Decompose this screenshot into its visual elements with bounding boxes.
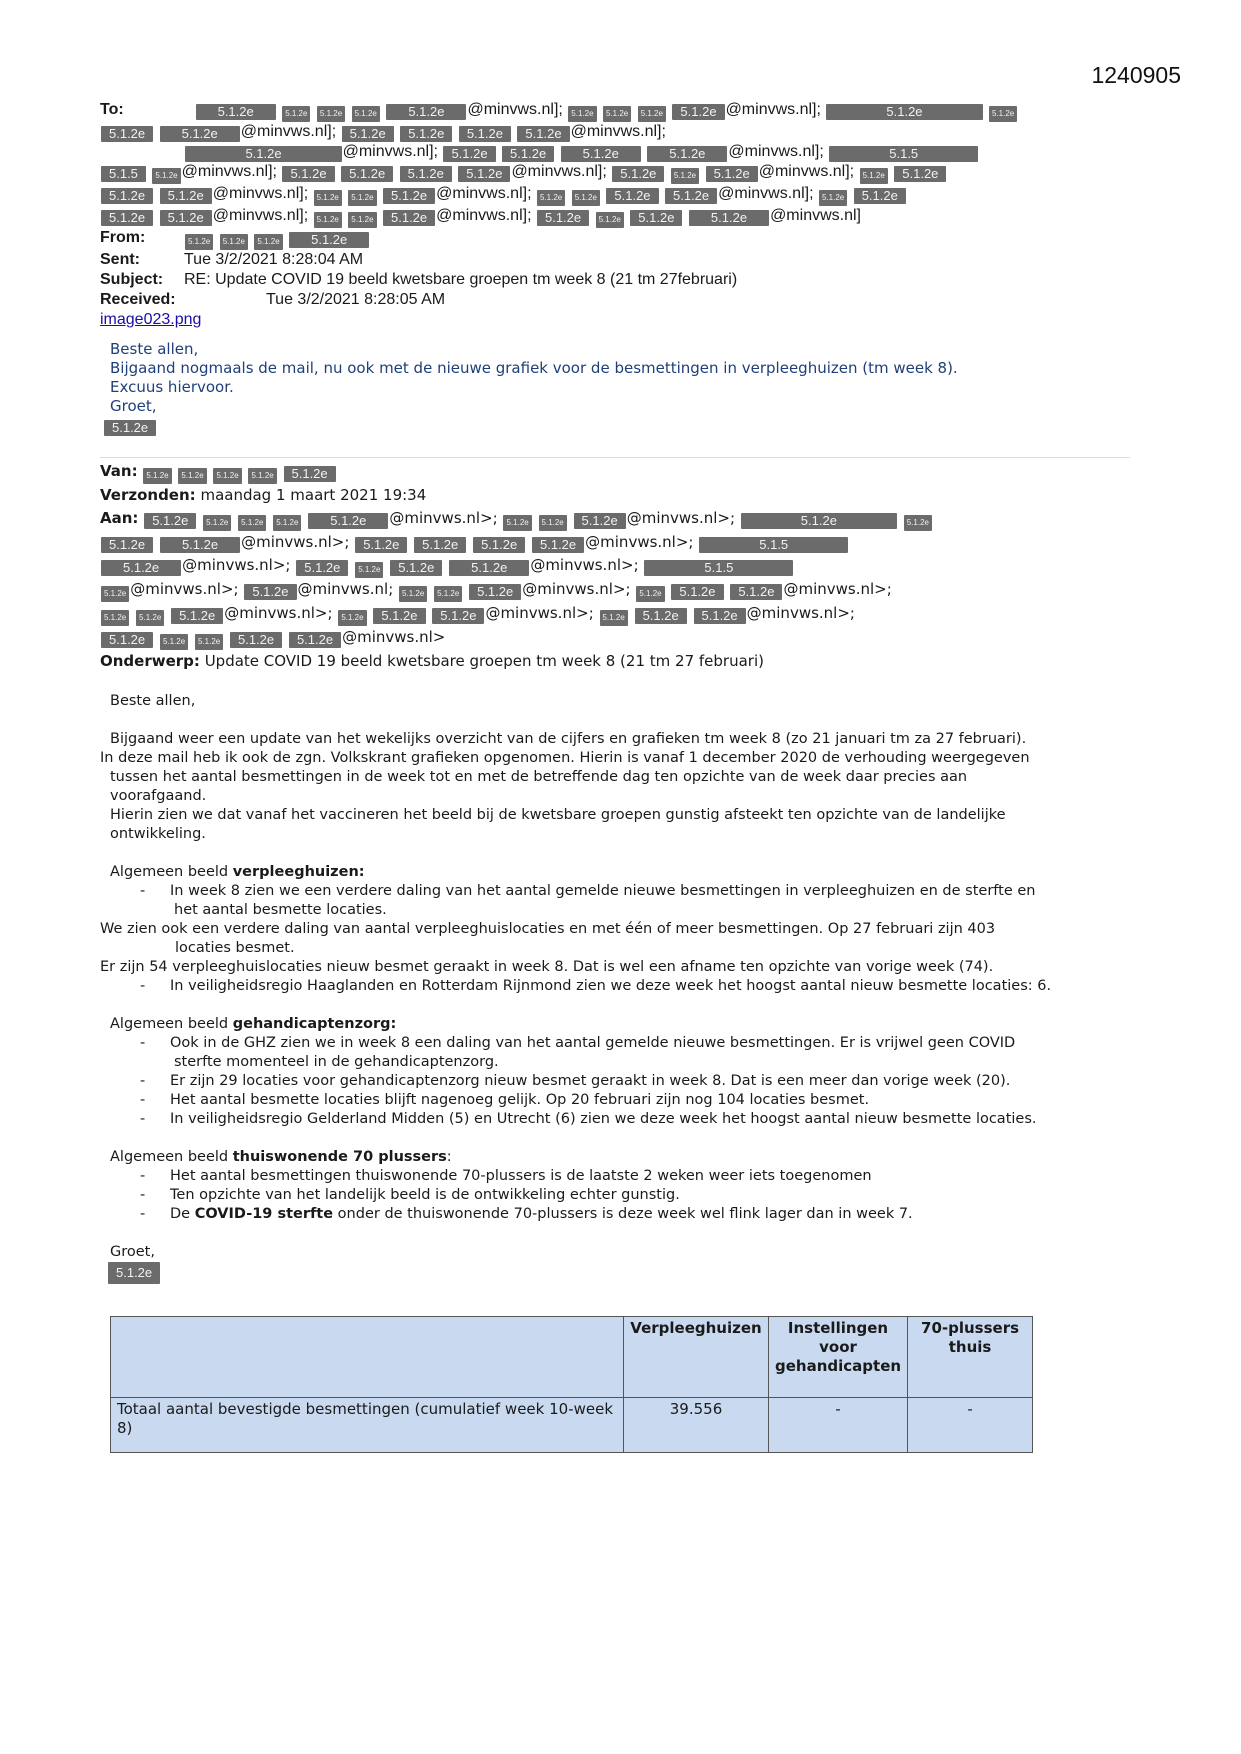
email-domain: @minvws.nl]; (212, 207, 309, 224)
aan-line-4 (100, 578, 1160, 602)
redaction: 5.1.2e (894, 166, 946, 182)
list-item (100, 1205, 1140, 1224)
redaction: 5.1.2e (672, 104, 724, 120)
redaction: 5.1.2e (342, 126, 394, 142)
sent-value: Tue 3/2/2021 8:28:04 AM (184, 251, 364, 268)
body-line: Bijgaand weer een update van het wekelijks overzicht van de cijfers en grafieken tm week 8 (zo 21 januari tm za 27 februari). (110, 731, 1027, 747)
redaction: 5.1.2e (282, 166, 334, 182)
bullet-dash: - (140, 1035, 146, 1051)
verzonden-value: maandag 1 maart 2021 19:34 (200, 486, 427, 504)
redaction: 5.1.2e (196, 104, 276, 120)
aan-line-1 (100, 507, 1160, 531)
redaction: 5.1.5 (829, 146, 978, 162)
redaction: 5.1.2e (238, 515, 266, 531)
email-domain: @minvws.nl]; (758, 163, 855, 180)
redaction: 5.1.2e (503, 515, 531, 531)
verzonden-row (100, 484, 1160, 507)
received-row (100, 290, 1150, 310)
body-greeting: Beste allen, (110, 693, 196, 709)
redaction: 5.1.2e (386, 104, 466, 120)
list-item-text: In week 8 zien we een verdere daling van het aantal gemelde nieuwe besmettingen in verpleeghuizen en de sterfte en (170, 883, 1036, 899)
body-line: We zien ook een verdere daling van aantal verpleeghuislocaties en met één of meer besmettingen. Op 27 februari zijn 403 (100, 921, 996, 937)
redaction: 5.1.2e (400, 126, 452, 142)
verzonden-label: Verzonden: (100, 486, 196, 504)
bullet-dash: - (140, 1092, 146, 1108)
email-domain: @minvws.nl>; (746, 604, 855, 622)
document-id: 1240905 (1091, 62, 1181, 88)
redaction: 5.1.2e (160, 210, 212, 226)
redaction: 5.1.2e (574, 513, 626, 529)
redaction: 5.1.2e (244, 584, 296, 600)
body-line: tussen het aantal besmettingen in de week tot en met de betreffende dag ten opzichte van de week daar precies aan (110, 769, 968, 785)
section-heading-bold: gehandicaptenzorg: (232, 1016, 397, 1032)
list-item (100, 1167, 1140, 1186)
redaction: 5.1.2e (314, 212, 342, 228)
email-domain: @minvws.nl>; (783, 580, 892, 598)
reply-line: Excuus hiervoor. (110, 378, 234, 396)
redaction: 5.1.2e (308, 513, 388, 529)
redaction: 5.1.2e (532, 537, 584, 553)
redaction: 5.1.2e (517, 126, 569, 142)
redaction: 5.1.2e (826, 104, 982, 120)
reply-message (110, 340, 958, 436)
redaction: 5.1.2e (289, 232, 369, 248)
redaction: 5.1.2e (203, 515, 231, 531)
table-header: Verpleeghuizen (624, 1317, 769, 1398)
email-domain: @minvws.nl>; (241, 533, 350, 551)
redaction: 5.1.2e (671, 584, 723, 600)
redaction: 5.1.5 (699, 537, 848, 553)
section-heading-bold: verpleeghuizen: (232, 864, 365, 880)
section-heading-prefix: Algemeen beeld (110, 1016, 233, 1032)
redaction: 5.1.2e (101, 610, 129, 626)
table-row (111, 1398, 1033, 1453)
redaction: 5.1.2e (355, 562, 383, 578)
redaction: 5.1.2e (741, 513, 897, 529)
list-item (100, 882, 1140, 920)
redaction: 5.1.2e (694, 608, 746, 624)
list-item-text: In veiligheidsregio Haaglanden en Rotterdam Rijnmond zien we deze week het hoogst aantal nieuw besmette locaties: 6. (170, 978, 1052, 994)
email-domain: @minvws.nl>; (389, 509, 498, 527)
redaction: 5.1.2e (989, 106, 1017, 122)
redaction: 5.1.2e (185, 146, 341, 162)
redaction: 5.1.2e (706, 166, 758, 182)
redaction: 5.1.2e (352, 106, 380, 122)
email-domain: @minvws.nl]; (240, 123, 337, 140)
list-item-text: Ten opzichte van het landelijk beeld is de ontwikkeling echter gunstig. (170, 1187, 680, 1203)
redaction: 5.1.2e (400, 166, 452, 182)
redaction: 5.1.2e (537, 210, 589, 226)
email-domain: @minvws.nl>; (522, 580, 631, 598)
summary-table (110, 1316, 1033, 1453)
redaction: 5.1.2e (101, 586, 129, 602)
redaction: 5.1.2e (603, 106, 631, 122)
email-domain: @minvws.nl>; (182, 556, 291, 574)
redaction: 5.1.2e (469, 584, 521, 600)
divider (100, 457, 1130, 458)
redaction: 5.1.2e (572, 190, 600, 206)
redaction: 5.1.2e (101, 560, 181, 576)
email-domain: @minvws.nl>; (485, 604, 594, 622)
email-domain: @minvws.nl]; (511, 163, 607, 180)
list-item-text: onder de thuiswonende 70-plussers is deze week wel flink lager dan in week 7. (333, 1206, 913, 1222)
bullet-dash: - (140, 1073, 146, 1089)
table-header-row (111, 1317, 1033, 1398)
body-closing: Groet, (110, 1244, 155, 1260)
redaction: 5.1.2e (101, 188, 153, 204)
redaction: 5.1.2e (213, 468, 241, 484)
redaction: 5.1.2e (730, 584, 782, 600)
subject-value: RE: Update COVID 19 beeld kwetsbare groepen tm week 8 (21 tm 27februari) (184, 271, 738, 288)
section-heading (110, 1015, 1140, 1034)
redaction: 5.1.2e (636, 586, 664, 602)
email-domain: @minvws.nl]; (728, 143, 824, 160)
email-domain: @minvws.nl]; (718, 185, 814, 202)
email-domain: @minvws.nl]; (436, 185, 532, 202)
redaction: 5.1.2e (459, 126, 511, 142)
redaction: 5.1.2e (160, 126, 240, 142)
redaction: 5.1.2e (284, 466, 336, 482)
table-cell: - (908, 1398, 1033, 1453)
redaction: 5.1.2e (671, 168, 699, 184)
section-heading (110, 1148, 1140, 1167)
van-row (100, 460, 1160, 484)
list-item-text: Ook in de GHZ zien we in week 8 een daling van het aantal gemelde nieuwe besmettingen. Er is vrijwel geen COVID (170, 1035, 1016, 1051)
email-domain: @minvws.nl]; (467, 101, 563, 118)
section-heading-bold: thuiswonende 70 plussers (232, 1149, 447, 1165)
bullet-list (100, 1034, 1140, 1129)
redaction: 5.1.2e (665, 188, 717, 204)
email-domain: @minvws.nl]; (212, 185, 309, 202)
redaction: 5.1.2e (348, 212, 376, 228)
table-header: 70-plussers thuis (908, 1317, 1033, 1398)
redaction: 5.1.2e (296, 560, 348, 576)
section-heading (110, 863, 1140, 882)
aan-line-2 (100, 531, 1160, 554)
redaction: 5.1.2e (104, 420, 156, 436)
table-header (111, 1317, 624, 1398)
redaction: 5.1.2e (355, 537, 407, 553)
redaction: 5.1.2e (473, 537, 525, 553)
bullet-list (100, 977, 1140, 996)
list-item-text: sterfte momenteel in de gehandicaptenzorg. (174, 1054, 499, 1070)
redaction: 5.1.2e (904, 515, 932, 531)
list-item-text: Er zijn 29 locaties voor gehandicaptenzorg nieuw besmet geraakt in week 8. Dat is een meer dan vorige week (20). (170, 1073, 1011, 1089)
redaction: 5.1.2e (108, 1262, 160, 1284)
redaction: 5.1.2e (282, 106, 310, 122)
redaction: 5.1.2e (273, 515, 301, 531)
reply-closing: Groet, (110, 397, 157, 415)
from-label: From: (100, 229, 146, 246)
email-domain: @minvws.nl]; (181, 163, 277, 180)
redaction: 5.1.2e (647, 146, 727, 162)
bullet-list (100, 882, 1140, 920)
body-line: In deze mail heb ik ook de zgn. Volkskrant grafieken opgenomen. Hierin is vanaf 1 december 2020 de verhouding weergegeven (100, 750, 1030, 766)
redaction: 5.1.2e (854, 188, 906, 204)
list-item (100, 1091, 1140, 1110)
attachment-link[interactable]: image023.png (100, 311, 202, 328)
section-heading-colon: : (446, 1149, 452, 1165)
onderwerp-row (100, 650, 1160, 673)
body-line: ontwikkeling. (110, 826, 206, 842)
redaction: 5.1.2e (314, 190, 342, 206)
message-body (100, 692, 1140, 1284)
email-domain: @minvws.nl]; (570, 123, 666, 140)
bullet-dash: - (140, 1111, 146, 1127)
reply-line: Bijgaand nogmaals de mail, nu ook met de nieuwe grafiek voor de besmettingen in verpleeghuizen (tm week 8). (110, 359, 958, 377)
list-item-text: De (170, 1206, 195, 1222)
body-line: Er zijn 54 verpleeghuislocaties nieuw besmet geraakt in week 8. Dat is wel een afname ten opzichte van vorige week (74). (100, 959, 994, 975)
redaction: 5.1.2e (432, 608, 484, 624)
list-item-text: Het aantal besmette locaties blijft nagenoeg gelijk. Op 20 februari zijn nog 104 locaties besmet. (170, 1092, 870, 1108)
redaction: 5.1.2e (152, 168, 180, 184)
table-cell: 39.556 (624, 1398, 769, 1453)
list-item-text: het aantal besmette locaties. (174, 902, 387, 918)
redaction: 5.1.2e (638, 106, 666, 122)
redaction: 5.1.2e (254, 234, 282, 250)
redaction: 5.1.2e (230, 632, 282, 648)
to-label: To: (100, 101, 124, 118)
redaction: 5.1.2e (434, 586, 462, 602)
body-line: locaties besmet. (175, 940, 295, 956)
redaction: 5.1.2e (101, 537, 153, 553)
redaction: 5.1.2e (502, 146, 554, 162)
redaction: 5.1.2e (143, 468, 171, 484)
list-item (100, 1110, 1140, 1129)
subject-row (100, 270, 1150, 290)
redaction: 5.1.2e (561, 146, 641, 162)
email-domain: @minvws.nl] (770, 207, 861, 224)
list-item-text: Het aantal besmettingen thuiswonende 70-plussers is de laatste 2 weken weer iets toegenomen (170, 1168, 872, 1184)
section-heading-prefix: Algemeen beeld (110, 864, 233, 880)
to-line-2 (100, 122, 1150, 142)
redaction: 5.1.2e (178, 468, 206, 484)
body-line: Hierin zien we dat vanaf het vaccineren het beeld bij de kwetsbare groepen gunstig afsteekt ten opzichte van de landelijke (110, 807, 1006, 823)
email-domain: @minvws.nl>; (130, 580, 239, 598)
redaction: 5.1.2e (414, 537, 466, 553)
sent-label: Sent: (100, 251, 140, 268)
redaction: 5.1.2e (390, 560, 442, 576)
from-row (100, 228, 1150, 250)
redaction: 5.1.2e (101, 126, 153, 142)
van-label: Van: (100, 462, 138, 480)
to-line-4 (100, 162, 1150, 184)
redaction: 5.1.2e (220, 234, 248, 250)
redaction: 5.1.2e (539, 515, 567, 531)
redaction: 5.1.2e (289, 632, 341, 648)
redaction: 5.1.2e (101, 210, 153, 226)
onderwerp-label: Onderwerp: (100, 652, 200, 670)
redaction: 5.1.2e (317, 106, 345, 122)
list-item-bold: COVID-19 sterfte (194, 1206, 334, 1222)
email-domain: @minvws.nl>; (530, 556, 639, 574)
redaction: 5.1.2e (136, 610, 164, 626)
redaction: 5.1.2e (160, 188, 212, 204)
received-label: Received: (100, 291, 176, 308)
table-cell: - (769, 1398, 908, 1453)
redaction: 5.1.2e (458, 166, 510, 182)
redaction: 5.1.2e (399, 586, 427, 602)
to-line-5 (100, 184, 1150, 206)
redaction: 5.1.2e (171, 608, 223, 624)
redaction: 5.1.2e (185, 234, 213, 250)
aan-line-6 (100, 626, 1160, 650)
bullet-dash: - (140, 1168, 146, 1184)
email-header (100, 100, 1150, 330)
redaction: 5.1.2e (568, 106, 596, 122)
redaction: 5.1.2e (160, 537, 240, 553)
redaction: 5.1.2e (635, 608, 687, 624)
email-domain: @minvws.nl; (297, 580, 394, 598)
reply-greeting: Beste allen, (110, 340, 199, 358)
email-domain: @minvws.nl>; (626, 509, 736, 527)
redaction: 5.1.2e (248, 468, 276, 484)
redaction: 5.1.2e (600, 610, 628, 626)
email-domain: @minvws.nl> (342, 628, 446, 646)
section-heading-prefix: Algemeen beeld (110, 1149, 233, 1165)
email-domain: @minvws.nl>; (224, 604, 333, 622)
redaction: 5.1.2e (537, 190, 565, 206)
redaction: 5.1.2e (689, 210, 769, 226)
aan-label: Aan: (100, 509, 139, 527)
sent-row (100, 250, 1150, 270)
to-line-1 (100, 100, 1150, 122)
bullet-dash: - (140, 1206, 146, 1222)
forwarded-header (100, 460, 1160, 673)
bullet-dash: - (140, 1187, 146, 1203)
redaction: 5.1.2e (443, 146, 495, 162)
redaction: 5.1.2e (338, 610, 366, 626)
to-line-3 (100, 142, 1150, 162)
redaction: 5.1.2e (348, 190, 376, 206)
aan-line-3 (100, 554, 1160, 578)
email-domain: @minvws.nl]; (342, 143, 438, 160)
email-domain: @minvws.nl]; (725, 101, 821, 118)
redaction: 5.1.2e (373, 608, 425, 624)
onderwerp-value: Update COVID 19 beeld kwetsbare groepen tm week 8 (21 tm 27 februari) (204, 652, 764, 670)
redaction: 5.1.2e (819, 190, 847, 206)
redaction: 5.1.2e (383, 210, 435, 226)
redaction: 5.1.5 (644, 560, 793, 576)
bullet-dash: - (140, 883, 146, 899)
redaction: 5.1.2e (612, 166, 664, 182)
list-item (100, 977, 1140, 996)
subject-label: Subject: (100, 271, 164, 288)
email-domain: @minvws.nl>; (585, 533, 694, 551)
table-cell: Totaal aantal bevestigde besmettingen (cumulatief week 10-week 8) (111, 1398, 624, 1453)
list-item-text: In veiligheidsregio Gelderland Midden (5) en Utrecht (6) zien we deze week het hoogst aantal nieuw besmette locaties. (170, 1111, 1037, 1127)
redaction: 5.1.2e (630, 210, 682, 226)
redaction: 5.1.2e (195, 634, 223, 650)
redaction: 5.1.2e (144, 513, 196, 529)
list-item (100, 1072, 1140, 1091)
redaction: 5.1.2e (101, 632, 153, 648)
redaction: 5.1.5 (101, 166, 146, 182)
body-line: voorafgaand. (110, 788, 207, 804)
received-value: Tue 3/2/2021 8:28:05 AM (266, 291, 446, 308)
list-item (100, 1186, 1140, 1205)
to-line-6 (100, 206, 1150, 228)
redaction: 5.1.2e (341, 166, 393, 182)
aan-line-5 (100, 602, 1160, 626)
redaction: 5.1.2e (160, 634, 188, 650)
redaction: 5.1.2e (606, 188, 658, 204)
table-header: Instellingen voor gehandicapten (769, 1317, 908, 1398)
list-item (100, 1034, 1140, 1072)
redaction: 5.1.2e (596, 212, 624, 228)
redaction: 5.1.2e (449, 560, 529, 576)
bullet-list (100, 1167, 1140, 1224)
email-domain: @minvws.nl]; (436, 207, 532, 224)
redaction: 5.1.2e (860, 168, 888, 184)
bullet-dash: - (140, 978, 146, 994)
redaction: 5.1.2e (383, 188, 435, 204)
